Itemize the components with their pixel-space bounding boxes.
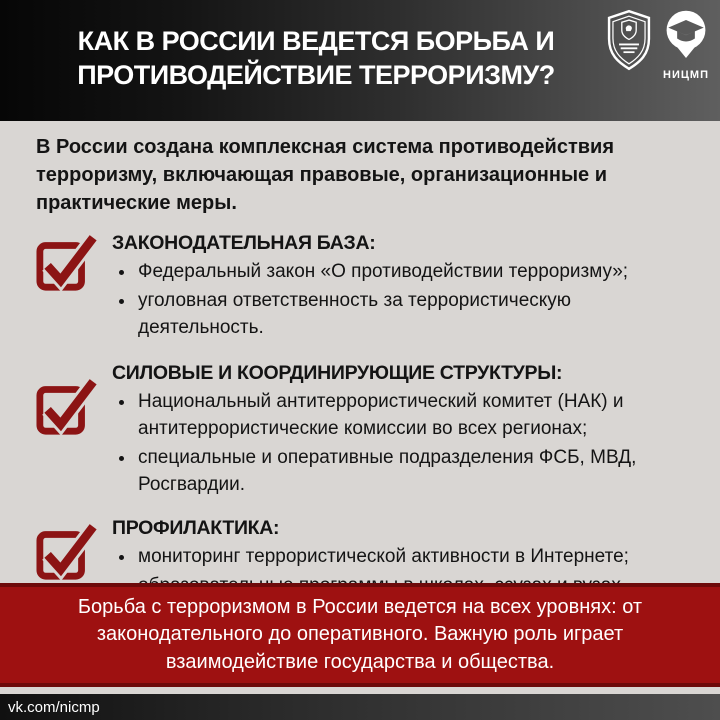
section-content — [112, 231, 694, 343]
section-legal-base — [0, 231, 720, 343]
shield-logo — [604, 9, 654, 76]
logo-group — [604, 9, 712, 81]
bullet-item: • Федеральный закон «О противодействии терроризму»; — [136, 258, 694, 285]
bullet-list — [112, 258, 694, 341]
red-checkbox-check-icon — [34, 231, 102, 343]
section-heading: ЗАКОНОДАТЕЛЬНАЯ БАЗА: — [112, 232, 376, 254]
page-title — [0, 24, 632, 92]
divider-stripe — [0, 687, 720, 694]
section-heading: СИЛОВЫЕ И КООРДИНИРУЮЩИЕ СТРУКТУРЫ: — [112, 362, 563, 384]
bullet-list — [112, 388, 694, 498]
header — [0, 0, 720, 121]
nicmp-logo — [660, 9, 712, 81]
org-abbr-label: НИЦМП — [663, 69, 709, 81]
bullet-item: • мониторинг террористической активности в Интернете; — [136, 543, 694, 570]
location-pin-graduation-icon — [660, 9, 712, 68]
vk-link[interactable]: vk.com/nicmp — [8, 698, 100, 716]
section-content — [112, 361, 694, 500]
bullet-item: • специальные и оперативные подразделения ФСБ, МВД, Росгвардии. — [136, 444, 694, 498]
page-title-line2: ПРОТИВОДЕЙСТВИЕ ТЕРРОРИЗМУ? — [77, 60, 555, 90]
intro-paragraph: В России создана комплексная система противодействия терроризму, включающая правовые, организационные и практические меры. — [36, 136, 615, 214]
section-structures — [0, 361, 720, 500]
page-title-line1: КАК В РОССИИ ВЕДЕТСЯ БОРЬБА И — [77, 26, 555, 56]
red-checkbox-check-icon — [34, 375, 102, 500]
bullet-item: • Национальный антитеррористический комитет (НАК) и антитеррористические комиссии во всех регионах; — [136, 388, 694, 442]
summary-banner-text: Борьба с терроризмом в России ведется на всех уровнях: от законодательного до оперативного. Важную роль играет взаимодействие государства и общества. — [77, 595, 643, 673]
summary-banner — [0, 583, 720, 687]
bottom-bar — [0, 694, 720, 720]
content-body — [0, 121, 720, 583]
section-heading: ПРОФИЛАКТИКА: — [112, 517, 280, 539]
shield-emblem-icon — [604, 9, 654, 76]
bullet-item: • уголовная ответственность за террористическую деятельность. — [136, 287, 694, 341]
